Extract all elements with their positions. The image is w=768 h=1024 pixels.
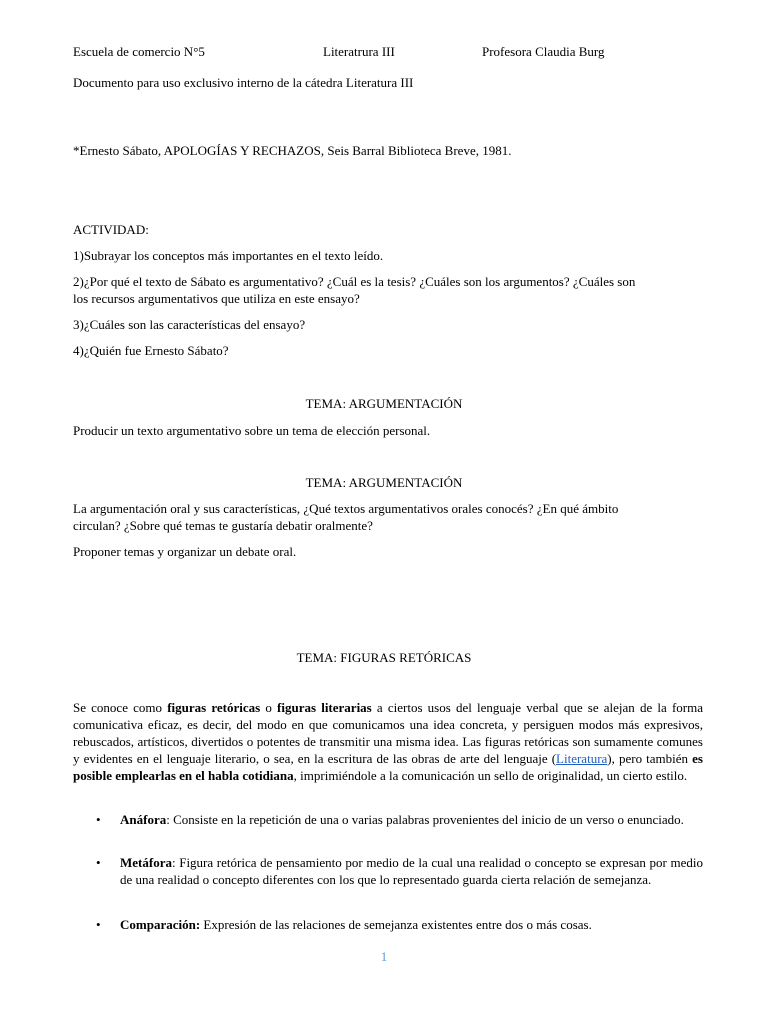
bullet-term: Anáfora (120, 812, 167, 827)
tema-argumentacion-oral-line-2: circulan? ¿Sobre qué temas te gustaría debatir oralmente? (73, 518, 373, 533)
bullet-item-anafora (120, 811, 703, 828)
paragraph-text: , imprimiéndole a la comunicación un sello de originalidad, un cierto estilo. (293, 768, 688, 783)
paragraph-text: Se conoce como (73, 700, 168, 715)
debate-instruction: Proponer temas y organizar un debate oral. (73, 544, 297, 559)
literatura-link[interactable]: Literatura (556, 751, 608, 766)
tema-argumentacion-heading-2: TEMA: ARGUMENTACIÓN (305, 475, 463, 490)
activity-question-2-line-2: los recursos argumentativos que utiliza en este ensayo? (73, 291, 360, 306)
header-subject: Literatrura III (323, 44, 395, 59)
bullet-description: : Consiste en la repetición de una o varias palabras provenientes del inicio de un verso o enunciado. (166, 812, 684, 827)
bold-term-figuras-literarias: figuras literarias (277, 700, 372, 715)
bold-phrase-habla-cotidiana: es posible emplearlas en el habla cotidiana (73, 751, 703, 783)
bullet-icon: • (96, 917, 101, 932)
tema-figuras-retoricas-heading: TEMA: FIGURAS RETÓRICAS (296, 650, 472, 665)
page-number: 1 (380, 949, 388, 964)
activity-question-3: 3)¿Cuáles son las características del ensayo? (73, 317, 306, 332)
bullet-description: : Figura retórica de pensamiento por medio de la cual una realidad o concepto se expresan por medio de una realidad o concepto diferentes con los que lo representado guarda cierta relación de semejanza. (120, 855, 703, 887)
figuras-retoricas-paragraph (73, 699, 703, 784)
internal-use-notice: Documento para uso exclusivo interno de la cátedra Literatura III (73, 75, 414, 90)
paragraph-text: a ciertos usos del lenguaje verbal que se alejan de la forma comunicativa eficaz, es decir, del modo en que comunicamos una idea concreta, y persiguen modos más expresivos, rebuscados, artísticos, divertidos o potentes de transmitir una misma idea. Las figuras retóricas son sumamente comunes y evidentes en el lenguaje literario, o sea, en la escritura de las obras de arte del lenguaje ( (73, 700, 703, 766)
header-school: Escuela de comercio N°5 (73, 44, 205, 59)
bullet-description: Expresión de las relaciones de semejanza existentes entre dos o más cosas. (200, 917, 592, 932)
tema-argumentacion-heading-1: TEMA: ARGUMENTACIÓN (305, 396, 463, 411)
activity-heading: ACTIVIDAD: (73, 222, 149, 237)
activity-question-4: 4)¿Quién fue Ernesto Sábato? (73, 343, 229, 358)
bullet-term: Comparación: (120, 917, 201, 932)
tema-argumentacion-oral-line-1: La argumentación oral y sus características, ¿Qué textos argumentativos orales conocés? ¿En qué ámbito (73, 501, 619, 516)
activity-question-2-line-1: 2)¿Por qué el texto de Sábato es argumentativo? ¿Cuál es la tesis? ¿Cuáles son los argumentos? ¿Cuáles son (73, 274, 636, 289)
header-teacher: Profesora Claudia Burg (482, 44, 605, 59)
source-citation: *Ernesto Sábato, APOLOGÍAS Y RECHAZOS, Seis Barral Biblioteca Breve, 1981. (73, 143, 512, 158)
bold-term-figuras-retoricas: figuras retóricas (167, 700, 261, 715)
bullet-icon: • (96, 812, 101, 827)
bullet-icon: • (96, 855, 101, 870)
paragraph-text: ), pero también (607, 751, 693, 766)
bullet-item-metafora (120, 854, 703, 888)
bullet-item-comparacion (120, 916, 703, 933)
paragraph-text: o (260, 700, 278, 715)
tema-argumentacion-text-1: Producir un texto argumentativo sobre un tema de elección personal. (73, 423, 431, 438)
activity-question-1: 1)Subrayar los conceptos más importantes en el texto leído. (73, 248, 384, 263)
bullet-term: Metáfora (120, 855, 172, 870)
